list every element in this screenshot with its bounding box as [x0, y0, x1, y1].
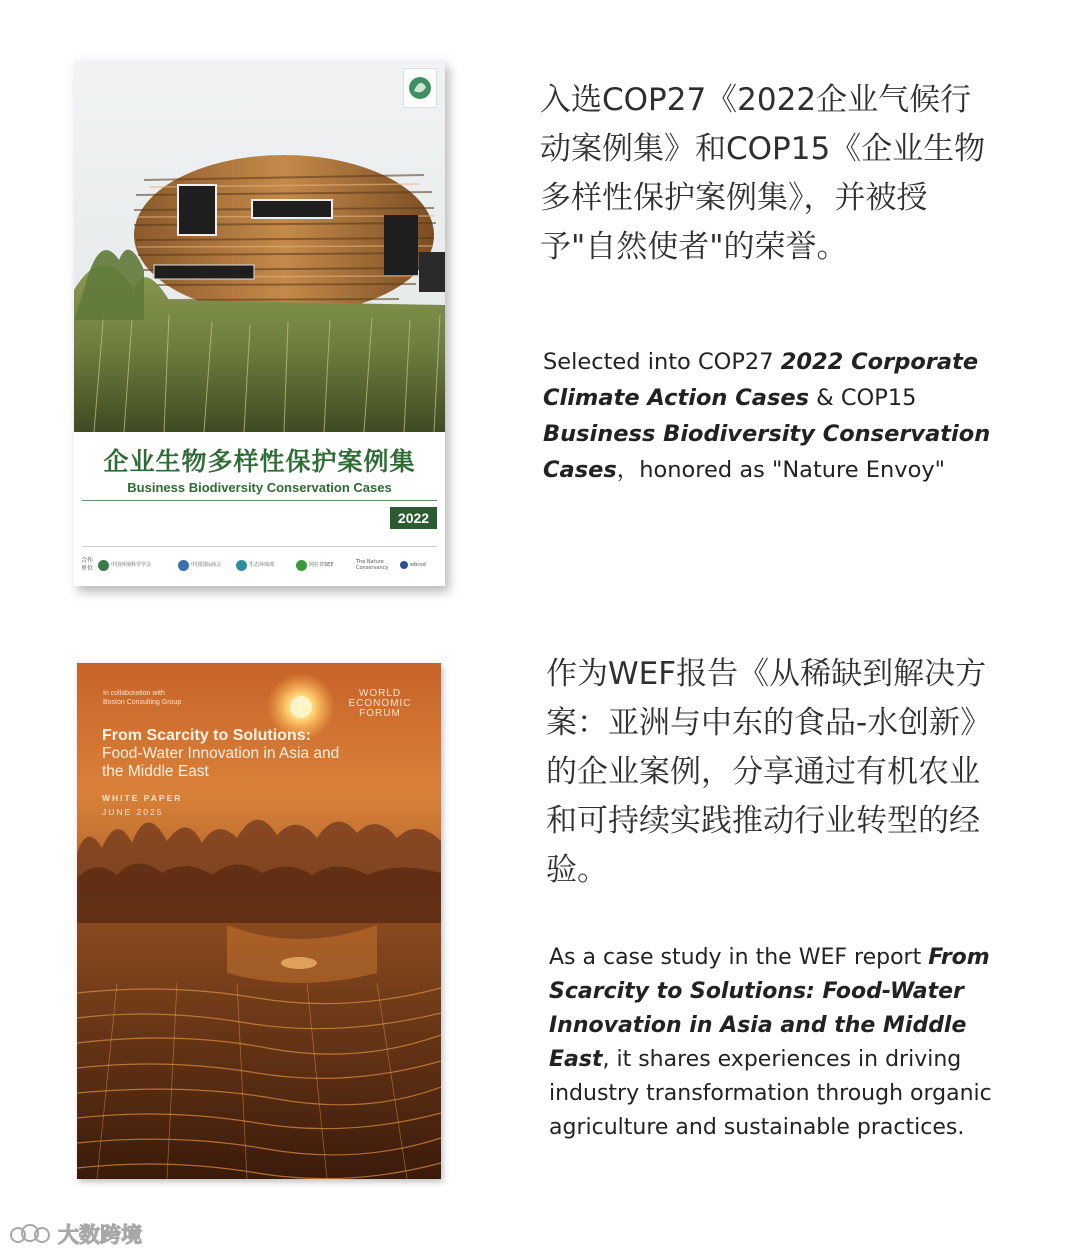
year-badge: 2022 — [390, 507, 437, 529]
partners-label: 合作 单位 — [81, 557, 94, 572]
partner-logo: 生态环境部 — [236, 557, 274, 573]
paper-date: JUNE 2025 — [102, 807, 164, 817]
divider — [82, 500, 437, 501]
partner-logo: 中国国际商会 — [178, 557, 221, 573]
partner-logo: 中国环境科学学会 — [98, 557, 151, 573]
cover-title-cn: 企业生物多样性保护案例集 — [103, 447, 416, 476]
biodiversity-report-cover — [74, 60, 445, 586]
paper-title: From Scarcity to Solutions: — [102, 727, 311, 744]
partner-logo: The Nature Conservancy — [356, 559, 389, 571]
collaboration-note: In collaboration with Boston Consulting Group — [103, 690, 182, 706]
watermark-text: 大数跨境 — [58, 1223, 142, 1247]
cover-title-en: Business Biodiversity Conservation Cases — [127, 480, 392, 495]
watermark — [8, 1218, 142, 1250]
report-title: Business Biodiversity Conservation Cases — [543, 421, 991, 483]
partner-logo: 阿拉善SEE — [296, 557, 334, 573]
leaf-logo-icon — [403, 68, 437, 108]
report-title: From Scarcity to Solutions: Food-Water Innovation in Asia and the Middle East — [549, 945, 990, 1072]
watermark-logo-icon — [8, 1221, 52, 1247]
block1-english-text: Selected into COP27 2022 Corporate Climate Action Cases & COP15 Business Biodiversity Conservation Cases，honored as "Nature Envoy" — [543, 349, 991, 483]
divider — [82, 546, 437, 547]
paper-subtitle: Food-Water Innovation in Asia and the Middle East — [102, 745, 340, 780]
report-title: 2022 Corporate Climate Action Cases — [543, 349, 979, 411]
partner-logo: wbcsd — [400, 557, 426, 573]
wef-logo: WORLD ECONOMIC FORUM — [348, 688, 412, 719]
block1-chinese-text: 入选COP27《2022企业气候行动案例集》和COP15《企业生物多样性保护案例集》，并被授予"自然使者"的荣誉。 — [540, 82, 986, 265]
block2-english-text: As a case study in the WEF report From Scarcity to Solutions: Food-Water Innovation in Asia and the Middle East, it shares experiences in driving industry transformation through organic agriculture and sustainable practices. — [549, 945, 992, 1140]
wef-white-paper-cover — [77, 663, 441, 1179]
block2-chinese-text: 作为WEF报告《从稀缺到解决方案：亚洲与中东的食品-水创新》的企业案例，分享通过有机农业和可持续实践推动行业转型的经验。 — [546, 656, 992, 888]
paper-type: WHITE PAPER — [102, 793, 183, 803]
nest-building-photo — [74, 60, 445, 432]
